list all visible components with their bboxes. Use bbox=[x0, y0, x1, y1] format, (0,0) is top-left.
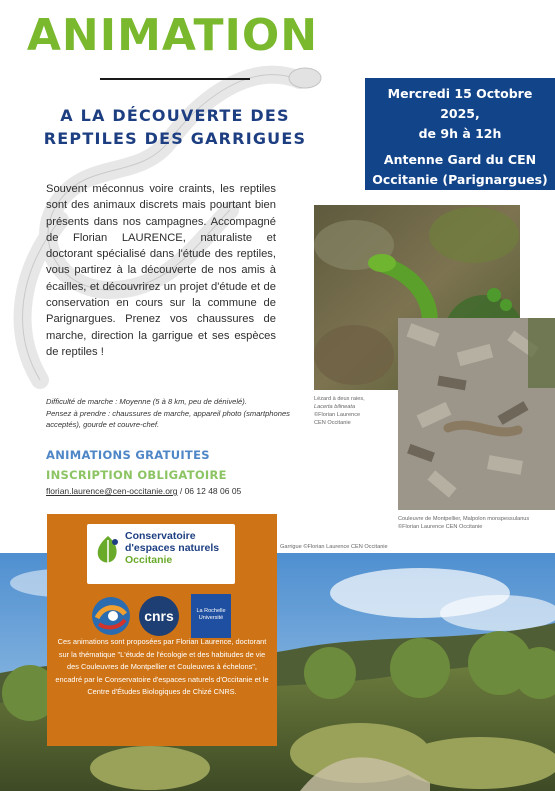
cen-logo-line-3: Occitanie bbox=[125, 554, 173, 566]
event-date-line-2: 2025, bbox=[440, 106, 480, 121]
contact-line bbox=[46, 486, 241, 496]
registration-required-label: INSCRIPTION OBLIGATOIRE bbox=[46, 468, 227, 482]
free-events-label: ANIMATIONS GRATUITES bbox=[46, 448, 210, 462]
lizard-caption-line-1: Lézard à deux raies, bbox=[314, 396, 365, 402]
contact-phone: / 06 12 48 06 05 bbox=[177, 486, 242, 496]
practical-info bbox=[46, 396, 296, 431]
page-title: ANIMATION bbox=[26, 10, 319, 61]
subtitle-line-2: REPTILES DES GARRIGUES bbox=[43, 129, 307, 148]
event-date-line-1: Mercredi 15 Octobre bbox=[387, 86, 533, 101]
cen-occitanie-logo bbox=[87, 524, 235, 584]
cen-logo-line-1: Conservatoire bbox=[125, 530, 196, 542]
event-description: Souvent méconnus voire craints, les reptiles sont des animaux discrets mais pourtant bien présents dans nos campagnes. Accompagné de Florian LAURENCE, naturaliste et doctorant spécialisé dans l'étude des reptiles, vous partirez à la découverte de nos amis à écailles, et découvrirez un projet d'étude et de conservation en cours sur la commune de Parignargues. Prenez vos chaussures de marche, direction la garrigue et ses espèces de reptiles ! bbox=[46, 183, 276, 358]
lr-logo-line-2: Université bbox=[198, 615, 224, 621]
lr-logo-line-1: La Rochelle bbox=[196, 608, 226, 614]
event-place bbox=[365, 150, 555, 190]
garrigue-caption: Garrigue ©Florian Laurence CEN Occitanie bbox=[280, 544, 388, 550]
snake-caption bbox=[398, 515, 555, 531]
event-place-line-1: Antenne Gard du CEN bbox=[383, 152, 537, 167]
lizard-caption-line-3: ©Florian Laurence bbox=[314, 412, 361, 418]
cen-logo-line-2: d'espaces naturels bbox=[125, 542, 220, 554]
snake-caption-line-1: Couleuvre de Montpellier, Malpolon monspessulanus bbox=[398, 516, 530, 522]
snake-photo bbox=[398, 318, 555, 510]
partners-panel bbox=[47, 514, 277, 746]
event-time: de 9h à 12h bbox=[418, 126, 502, 141]
lizard-caption-line-4: CEN Occitanie bbox=[314, 420, 351, 426]
la-rochelle-university-logo bbox=[191, 594, 231, 638]
items-to-bring: Pensez à prendre : chaussures de marche, appareil photo (smartphones acceptés), gourde et couvre-chef. bbox=[46, 408, 290, 429]
lizard-caption-line-2: Lacerta bilineata bbox=[314, 404, 356, 410]
walk-difficulty: Difficulté de marche : Moyenne (5 à 8 km, peu de dénivelé). bbox=[46, 397, 247, 406]
cnrs-logo-text: cnrs bbox=[144, 608, 174, 624]
event-details-box bbox=[365, 78, 555, 190]
cnrs-logo bbox=[139, 596, 179, 636]
lizard-caption bbox=[314, 395, 394, 427]
cen-leaf-icon bbox=[93, 534, 123, 568]
subtitle-line-1: A LA DÉCOUVERTE DES bbox=[60, 106, 290, 125]
contact-email-link[interactable]: florian.laurence@cen-occitanie.org bbox=[46, 486, 178, 496]
cebc-logo bbox=[91, 596, 131, 636]
event-subtitle bbox=[20, 104, 330, 150]
event-place-line-2: Occitanie (Parignargues) bbox=[372, 172, 548, 187]
title-divider bbox=[100, 78, 250, 80]
partners-description: Ces animations sont proposées par Florian Laurence, doctorant sur la thématique "L'étude de l'écologie et des habitudes de vie des Couleuvres de Montpellier et Couleuvres à échelons", encadré par le Conservatoire d'espaces naturels d'Occitanie et le Centre d'Études Biologiques de Chizé CNRS. bbox=[55, 637, 269, 697]
snake-caption-line-2: ©Florian Laurence CEN Occitanie bbox=[398, 524, 483, 530]
